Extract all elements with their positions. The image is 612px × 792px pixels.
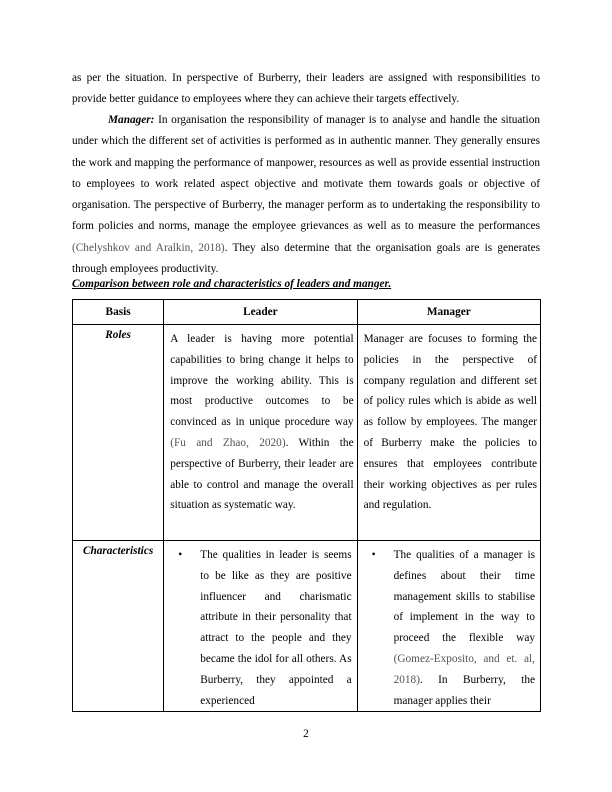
manager-body-tail: . They also determine that the organisation goals are is generates through employees productivity. [72, 241, 540, 276]
manager-body: In organisation the responsibility of manager is to analyse and handle the situation under which the different set of activities is performed as in authentic manner. They generally ensures the work and mapping the performance of manpower, resources as well as provide essential instruction to employees to work related aspect objective and motivate them towards goals or objective of organisation. The perspective of Burberry, the manager perform as to undertaking the responsibility to form policies and norms, manage the employee grievances as well as to measure the performances [72, 114, 540, 233]
basis-cell: Characteristics [73, 541, 164, 712]
bullet-list [358, 545, 537, 711]
comparison-table [72, 299, 541, 712]
table-title: Comparison between role and characteristics of leaders and manger. [72, 278, 392, 290]
manager-text-tail: . In Burberry, the manager applies their [393, 673, 535, 707]
citation: (Chelyshkov and Aralkin, 2018) [72, 241, 225, 254]
table-row [73, 325, 541, 541]
citation: (Fu and Zhao, 2020) [170, 436, 286, 449]
header-manager: Manager [357, 300, 540, 325]
leader-text: A leader is having more potential capabilities to bring change it helps to improve the working ability. This is most productive outcomes to be convinced as in unique procedure way [170, 333, 354, 429]
table-row [73, 541, 541, 712]
basis-cell: Roles [73, 325, 164, 541]
leader-cell [164, 325, 357, 541]
paragraph-manager [72, 110, 540, 280]
header-leader: Leader [164, 300, 357, 325]
citation: (Gomez-Exposito, and et. al, 2018) [393, 652, 535, 686]
table-header-row [73, 300, 541, 325]
manager-text: The qualities of a manager is defines about their time management skills to stabilise of implement in the way to proceed the flexible way [393, 549, 535, 645]
leader-cell [164, 541, 357, 712]
list-item: • The qualities in leader is seems to be like as they are positive influencer and charismatic attribute in their personality that attract to the people and they became the idol for all others. As Burberry, they appointed a experienced [164, 545, 353, 711]
header-basis: Basis [73, 300, 164, 325]
manager-cell: Manager are focuses to forming the policies in the perspective of company regulation and different set of policy rules which is abide as well as follow by employees. The manger of Burberry make the policies to ensures that employees contribute their working objectives as per rules and regulation. [357, 325, 540, 541]
paragraph-leader-guidance: as per the situation. In perspective of Burberry, their leaders are assigned with responsibilities to provide better guidance to employees where they can achieve their targets effectively. [72, 72, 540, 106]
list-item [358, 545, 537, 711]
leader-text-tail: . Within the perspective of Burberry, their leader are able to control and manage the overall situation as systematic way. [170, 436, 354, 512]
manager-cell [357, 541, 540, 712]
manager-label: Manager: [108, 114, 155, 126]
page-number: 2 [303, 728, 309, 740]
bullet-list [164, 545, 353, 711]
